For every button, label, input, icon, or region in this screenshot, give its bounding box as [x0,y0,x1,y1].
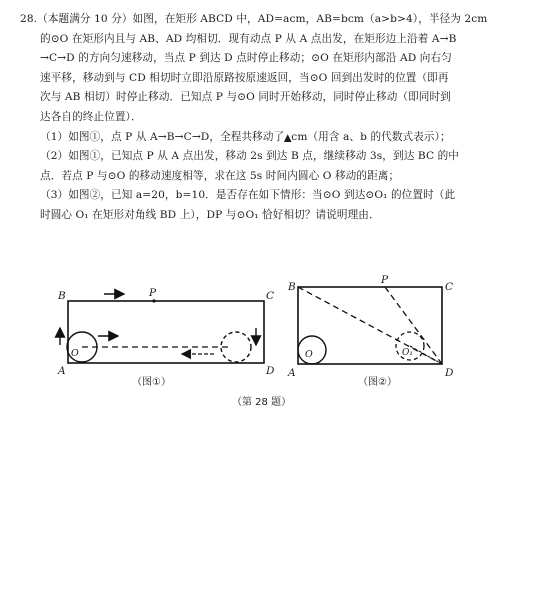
problem-caption: （第 28 题） [232,397,292,408]
answer-blank-marker: ▲ [284,132,292,143]
figure-2-caption: （图②） [358,377,397,388]
figure-2-label-b: B [288,281,296,293]
figure-1-point-p [152,299,155,302]
question-1-tail: cm（用含 a、b 的代数式表示）； [291,130,451,143]
figure-2-label-o1: O₁ [402,348,413,358]
question-3-line-2: 时圆心 O₁ 在矩形对角线 BD 上），DP 与⊙O₁ 恰好相切？请说明理由． [40,208,380,221]
figure-1-label-d: D [266,365,275,377]
problem-line-5: 次与 AB 相切）时停止移动．已知点 P 与⊙O 同时开始移动，同时停止移动（即同时到 [40,91,451,104]
figure-2-label-o: O [305,349,313,360]
figure-2-label-d: D [445,367,454,379]
figure-2 [287,274,454,388]
figure-1-rectangle [68,301,264,363]
figure-2-line-dp [385,287,442,364]
figure-1 [57,287,275,388]
problem-line-2: 的⊙O 在矩形内且与 AB、AD 均相切．现有动点 P 从 A 点出发，在矩形边上沿着 A→B [40,32,457,45]
figure-2-label-c: C [445,281,454,293]
question-1-text: （1）如图①，点 P 从 A→B→C→D，全程共移动了 [40,130,285,143]
problem-line-6: 达各自的终止位置）． [40,110,142,123]
figure-1-label-o: O [71,348,79,359]
question-2-line-1: （2）如图①，已知点 P 从 A 点出发，移动 2s 到达 B 点，继续移动 3s，到达 BC 的中 [40,150,460,163]
figure-2-label-a: A [288,367,296,379]
figure-1-label-a: A [58,365,66,377]
figure-1-label-p: P [149,287,157,299]
figure-1-caption: （图①） [132,377,171,388]
figure-1-label-b: B [58,290,66,302]
question-2-line-2: 点．若点 P 与⊙O 的移动速度相等，求在这 5s 时间内圆心 O 移动的距离； [40,169,400,182]
question-3-line-1: （3）如图②，已知 a=20，b=10．是否存在如下情形：当⊙O 到达⊙O₁ 的位置时（此 [40,189,456,202]
problem-line-3: →C→D 的方向匀速移动，当点 P 到达 D 点时停止移动；⊙O 在矩形内部沿 AD 向右匀 [40,52,452,65]
figure-2-label-p: P [381,274,389,286]
problem-line-1: 28.（本题满分 10 分）如图，在矩形 ABCD 中，AD=acm，AB=bcm（a>b>4），半径为 2cm [20,13,488,25]
problem-line-4: 速平移，移动到与 CD 相切时立即沿原路按原速返回，当⊙O 回到出发时的位置（即再 [40,71,449,84]
figure-1-label-c: C [266,290,275,302]
